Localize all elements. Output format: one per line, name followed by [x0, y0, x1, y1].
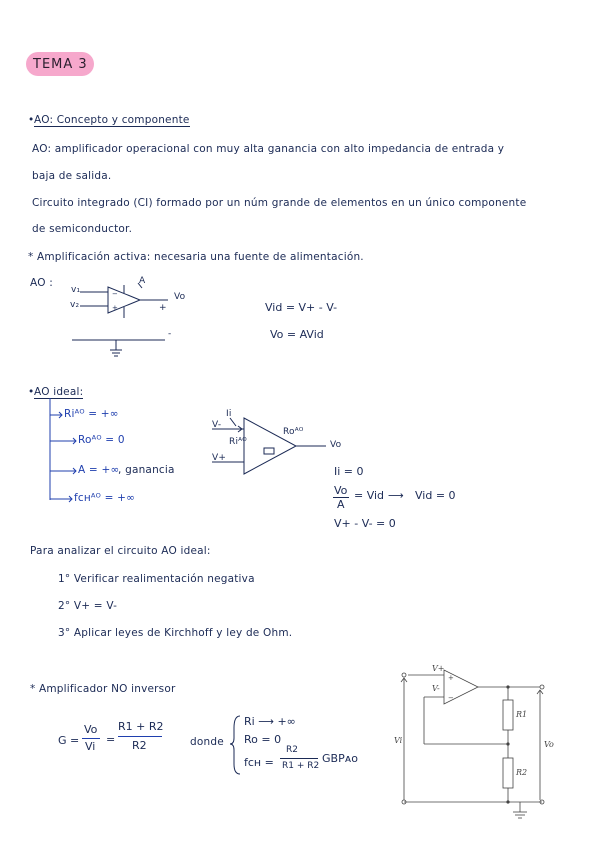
cond-ri: Ri ⟶ +∞: [244, 715, 296, 728]
circuit-vo: Vo: [544, 740, 554, 749]
ii-zero: Ii = 0: [334, 465, 364, 478]
non-inverting-heading: * Amplificador NO inversor: [30, 683, 176, 695]
gain-equals: =: [106, 733, 116, 746]
svg-text:−: −: [448, 694, 454, 702]
cond-fch-lhs: fᴄʜ =: [244, 756, 274, 769]
svg-text:+: +: [448, 674, 454, 682]
ideal-a: A = +∞: [78, 464, 120, 476]
ci-line2: de semiconductor.: [32, 223, 133, 235]
v2-label: v₂: [70, 300, 80, 310]
gain-lhs: G =: [58, 734, 80, 747]
section1-bullet: •: [28, 114, 35, 126]
ri-label: Riᴬᴼ: [229, 437, 247, 447]
ao-definition-line2: baja de salida.: [32, 170, 112, 182]
vo-over-a-top: Vo: [334, 484, 348, 497]
v1-label: v₁: [71, 285, 81, 295]
ganancia-note: , ganancia: [118, 464, 175, 476]
vid-equation: Vid = V+ - V-: [265, 301, 338, 314]
section1-heading: AO: Concepto y componente: [34, 114, 190, 126]
implies-arrow: ⟶: [388, 489, 404, 502]
ideal-ro: Roᴬᴼ = 0: [78, 434, 125, 446]
ii-label: Ii: [226, 409, 232, 419]
frac2-top: R1 + R2: [118, 720, 164, 733]
step-3: 3° Aplicar leyes de Kirchhoff y ley de Ohm.: [58, 627, 293, 639]
frac1-top: Vo: [84, 723, 98, 736]
vminus-label: V-: [212, 420, 222, 430]
cond-fch-bottom: R1 + R2: [282, 761, 320, 771]
vplus-minus-zero: V+ - V- = 0: [334, 517, 396, 530]
section2-heading: AO ideal:: [34, 386, 84, 398]
ci-line1: Circuito integrado (CI) formado por un núm grande de elementos en un único componente: [32, 197, 527, 209]
active-amplification-note: * Amplificación activa: necesaria una fuente de alimentación.: [28, 251, 364, 263]
circuit-vi: Vi: [394, 736, 403, 745]
analysis-heading: Para analizar el circuito AO ideal:: [30, 545, 211, 557]
equals-vid: = Vid: [354, 489, 385, 502]
vo-ideal-label: Vo: [330, 440, 342, 450]
cond-ro: Ro = 0: [244, 733, 282, 746]
ao-label: AO :: [30, 277, 53, 289]
ro-label: Roᴬᴼ: [283, 427, 304, 437]
ideal-fch: fᴄʜᴬᴼ = +∞: [74, 492, 136, 504]
svg-text:+: +: [112, 304, 118, 312]
gain-a-label: A: [139, 276, 146, 286]
donde-label: donde: [190, 736, 224, 748]
plus-label: +: [159, 303, 167, 313]
circuit-vminus: V-: [432, 684, 440, 693]
circuit-r2: R2: [516, 768, 528, 777]
ideal-ri: Riᴬᴼ = +∞: [64, 408, 119, 420]
svg-text:−: −: [112, 290, 118, 298]
vplus-label: V+: [212, 453, 227, 463]
vo-label: Vo: [174, 292, 186, 302]
cond-gbp: GBPᴀᴏ: [322, 752, 358, 765]
circuit-vplus: V+: [432, 664, 445, 673]
step-1: 1° Verificar realimentación negativa: [58, 573, 255, 585]
page-title: TEMA 3: [33, 57, 88, 72]
cond-fch-top: R2: [286, 745, 298, 755]
minus-label: -: [168, 329, 172, 339]
frac2-bottom: R2: [132, 739, 147, 752]
frac1-bottom: Vi: [85, 740, 96, 753]
step-2: 2° V+ = V-: [58, 600, 118, 612]
vo-over-a-bottom: A: [337, 498, 345, 511]
circuit-r1: R1: [516, 710, 528, 719]
section2-bullet: •: [28, 386, 35, 398]
vid-zero: Vid = 0: [415, 489, 456, 502]
ao-definition-line1: AO: amplificador operacional con muy alta ganancia con alto impedancia de entrada y: [32, 143, 505, 155]
vo-equation: Vo = AVid: [270, 328, 324, 341]
